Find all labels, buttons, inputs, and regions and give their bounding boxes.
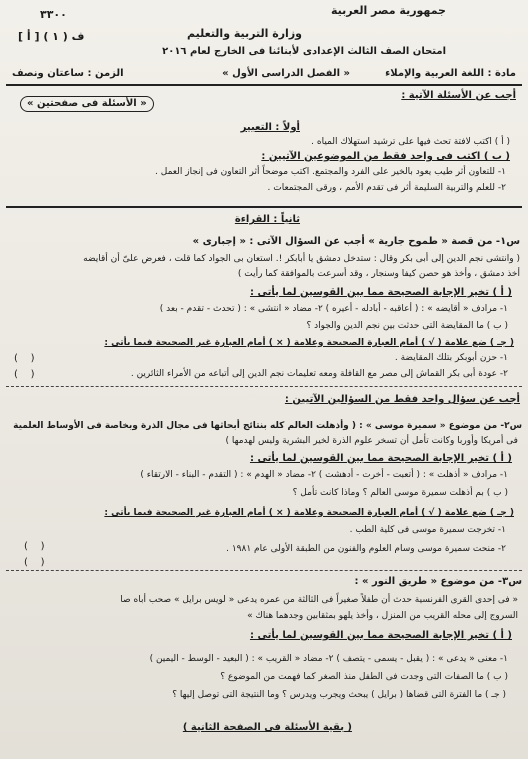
- section-divider-1: [6, 206, 522, 208]
- q2-part-b: ( ب ) بم أذهلت سميرة موسى العالم ؟ وماذا كانت تأمل ؟: [292, 488, 508, 498]
- country-title: جمهورية مصر العربية: [331, 4, 446, 17]
- q2-part-a-options: ١- مرادف « أذهلت » : ( أتعبت - أخرت - أدهشت ) ٢- مضاد « الهدم » : ( التقدم - البناء - الارتقاء ): [140, 470, 508, 480]
- term-label: « الفصل الدراسى الأول »: [222, 68, 350, 79]
- section1-item-a: ( أ ) اكتب لافتة تحث فيها على ترشيد استهلاك المياه .: [311, 137, 510, 147]
- subject-label: مادة : اللغة العربية والإملاء: [385, 68, 516, 79]
- q1-passage-line-2: أخذ دمشق ، وأخذ هو حصن كيفا وسنجار ، وقد أسرعت بالموافقة كما رأيت ): [237, 269, 520, 279]
- q1-part-b: ( ب ) ما المقايضة التى حدثت بين نجم الدين والجواد ؟: [306, 321, 508, 331]
- ministry-title: وزارة التربية والتعليم: [187, 27, 302, 40]
- q2-part-c-item-1: ١- تخرجت سميرة موسى فى كلية الطب .: [349, 525, 506, 535]
- header-divider: [6, 84, 522, 86]
- question-divider-2: [6, 570, 522, 571]
- q3-title: س٣- من موضوع « طريق النور » :: [354, 576, 522, 587]
- q3-part-b: ( ب ) ما الصفات التى وجدت فى الطفل منذ الصغر كما فهمت من الموضوع ؟: [220, 672, 508, 682]
- exam-title: امتحان الصف الثالث الإعدادى لأبنائنا فى الخارج لعام ٢٠١٦: [162, 46, 446, 57]
- q1-part-c-label: ( جـ ) ضع علامة ( √ ) أمام العبارة الصحيحة وعلامة ( × ) أمام العبارة غير الصحيحة فيما يأتى :: [104, 338, 514, 348]
- q2-title: س٢- من موضوع « سميرة موسى » : ( وأذهلت العالم كله بنتائج أبحاثها فى مجال الذرة وبخاصة فى الأوساط العلمية: [13, 421, 522, 431]
- q1-passage-line-1: ( وانتشى نجم الدين إلى أبى بكر وقال : ستدخل دمشق يا أبابكر !. استعان بى الجواد كما قلت ، فعرض علىّ أن أقايضه: [83, 254, 520, 264]
- section1-topic-1: ١- للتعاون أثر طيب يعود بالخير على الفرد والمجتمع. اكتب موضحاً أثر التعاون فى إنجاز العمل .: [155, 167, 506, 177]
- question-divider-1: [6, 386, 522, 387]
- q1-part-c-item-2: ٢- عودة أبى بكر القماش إلى مصر مع القافلة ومعه تعليمات نجم الدين إلى أتباعه من الأمراء الثائرين .: [130, 369, 508, 379]
- section1-topic-2: ٢- للعلم والتربية السليمة أثر فى تقدم الأمم ، ورقى المجتمعات .: [267, 183, 506, 193]
- q1-part-a-label: ( أ ) تخير الإجابة الصحيحة مما بين القوسين لما يأتى :: [249, 287, 512, 298]
- answer-paren: ( ): [14, 353, 35, 364]
- q2-passage: فى أمريكا وأوربا وكانت تأمل أن تسخر علوم الذرة لخير البشرية وليس لهدمها ): [225, 436, 518, 446]
- q3-part-a-label: ( أ ) تخير الإجابة الصحيحة مما بين القوسين لما يأتى :: [249, 630, 512, 641]
- choose-one-note: أجب عن سؤال واحد فقط من السؤالين الآتيين :: [284, 394, 520, 405]
- q2-part-c-label: ( جـ ) ضع علامة ( √ ) أمام العبارة الصحيحة وعلامة ( × ) أمام العبارة غير الصحيحة فيما يأتى :: [104, 508, 514, 518]
- answer-paren: ( ): [24, 541, 45, 552]
- answer-paren: ( ): [14, 369, 35, 380]
- q2-part-a-label: ( أ ) تخير الإجابة الصحيحة مما بين القوسين لما يأتى :: [249, 453, 512, 464]
- q3-passage-line-2: السروج إلى محله القريب من المنزل ، وأخذ يلهو بمثقابين وجدهما هناك »: [247, 611, 518, 621]
- section1-title: أولاً : التعبير: [240, 122, 300, 133]
- q1-title: س١- من قصة « طموح جارية » أجب عن السؤال الآتى : « إجبارى »: [192, 236, 520, 247]
- q3-part-a-options: ١- معنى « يدعى » : ( يقبل - يسمى - يتصف ) ٢- مضاد « القريب » : ( البعيد - الوسط - اليمين ): [149, 654, 508, 664]
- q3-part-c: ( جـ ) ما الفترة التى قضاها ( برايل ) يبحث ويجرب ويدرس ؟ وما النتيجة التى توصل إليها ؟: [172, 690, 506, 700]
- q2-part-c-item-2: ٢- منحت سميرة موسى وسام العلوم والفنون من الطبقة الأولى عام ١٩٨١ .: [226, 544, 506, 554]
- pages-note: « الأسئلة فى صفحتين »: [20, 96, 154, 112]
- section2-title: ثانياً : القراءة: [234, 214, 300, 225]
- main-instruction: أجب عن الأسئلة الآتية :: [401, 90, 516, 101]
- answer-paren: ( ): [24, 557, 45, 568]
- time-label: الزمن : ساعتان ونصف: [12, 68, 124, 79]
- exam-code: ٣٣٠٠: [40, 8, 67, 21]
- section1-item-b: ( ب ) اكتب فى واحد فقط من الموضوعين الآتيين :: [261, 151, 510, 162]
- page-mark: ف ( ١ ) [ أ ]: [18, 30, 85, 43]
- q1-part-c-item-1: ١- حزن أبوبكر بتلك المقايضة .: [394, 353, 508, 363]
- q3-passage-line-1: « فى إحدى القرى الفرنسية حدث أن طفلاً صغيراً فى الثالثة من عمره يدعى « لويس برايل » صحب أباه صا: [120, 595, 518, 605]
- q1-part-a-options: ١- مرادف « أقايضه » : ( أعاقبه - أبادله - أعيره ) ٢- مضاد « انتشى » : ( تحدث - تقدم - بعد ): [159, 304, 508, 314]
- next-page-note: ( بقية الأسئلة فى الصفحة الثانية ): [182, 722, 352, 733]
